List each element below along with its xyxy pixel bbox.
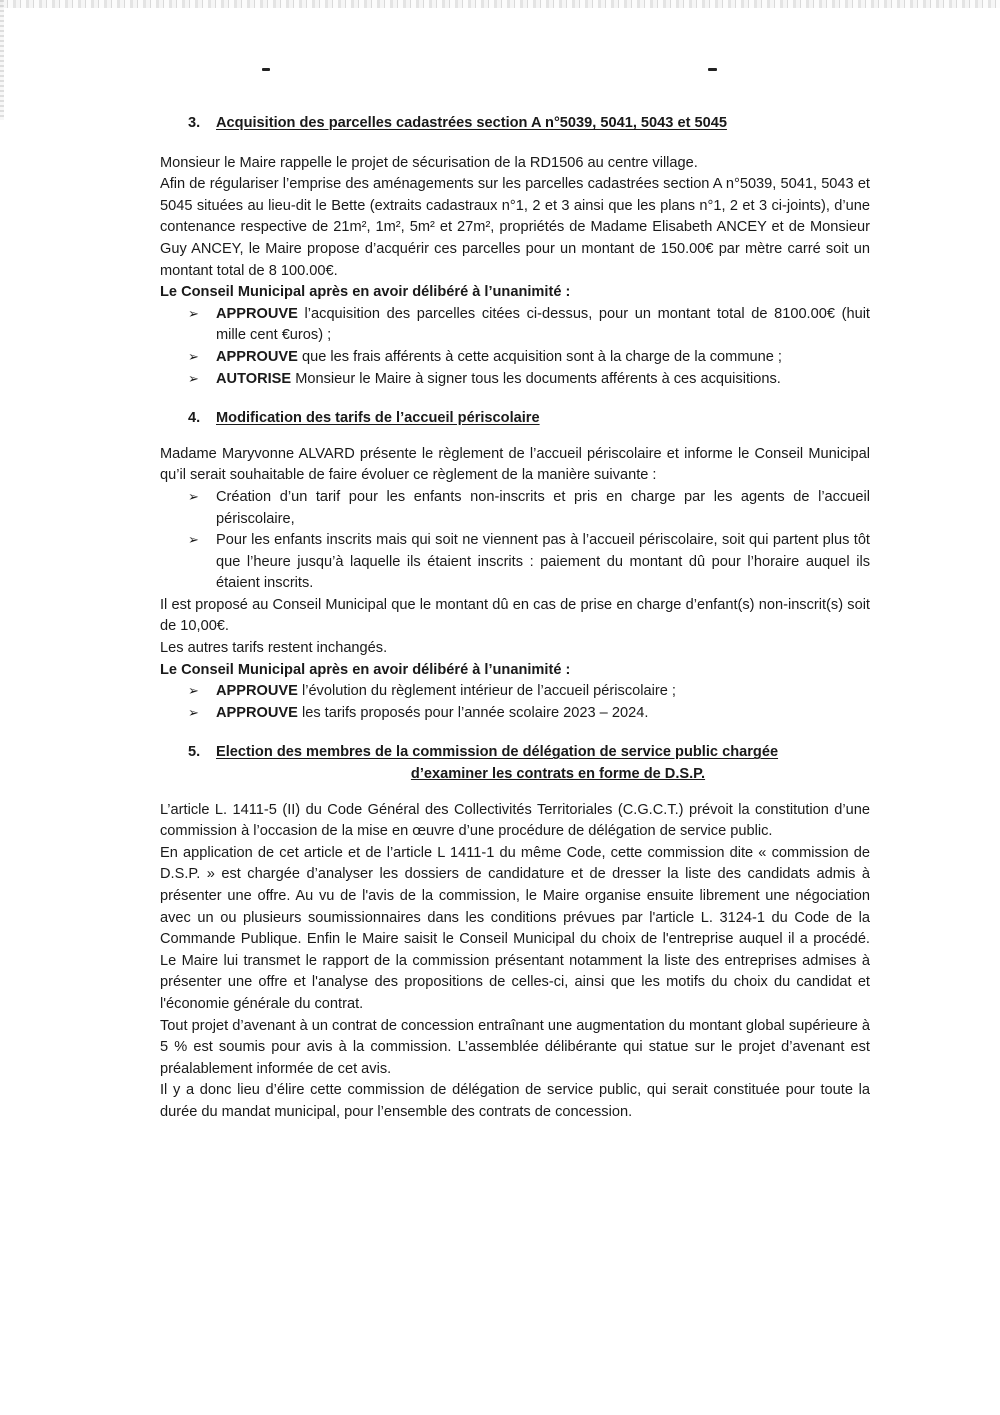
scan-mark <box>708 68 717 71</box>
section-number: 5. <box>188 744 201 761</box>
paragraph: Il est proposé au Conseil Municipal que le montant dû en cas de prise en charge d’enfant(s) non-inscrit(s) soit de 10,00€. <box>160 596 870 635</box>
document-body <box>160 113 870 1124</box>
decision-line: Le Conseil Municipal après en avoir délibéré à l’unanimité : <box>160 661 571 678</box>
paragraph: Monsieur le Maire rappelle le projet de sécurisation de la RD1506 au centre village. <box>160 154 698 171</box>
section-number: 3. <box>188 115 201 131</box>
arrow-bullet-icon: ➢ <box>188 705 199 721</box>
paragraph: Il y a donc lieu d’élire cette commission de délégation de service public, qui serait constituée pour toute la durée du mandat municipal, pour l’ensemble des contrats de concession. <box>160 1082 870 1120</box>
section-number: 4. <box>188 410 201 427</box>
arrow-bullet-icon: ➢ <box>188 533 199 549</box>
list-item: ➢ APPROUVE l’évolution du règlement intérieur de l’accueil périscolaire ; <box>160 681 870 703</box>
arrow-bullet-icon: ➢ <box>188 489 199 505</box>
paragraph: Tout projet d’avenant à un contrat de concession entraînant une augmentation du montant global supérieure à 5 % est soumis pour avis à la commission. L’assemblée délibérante qui statue sur le projet d’avenant est préalablement informée de cet avis. <box>160 1017 870 1077</box>
list-item: ➢ APPROUVE l’acquisition des parcelles citées ci-dessus, pour un montant total de 8100.00€ (huit mille cent €uros) ; <box>188 305 870 344</box>
arrow-bullet-icon: ➢ <box>188 684 199 700</box>
decision-list <box>160 681 870 724</box>
paragraph: Les autres tarifs restent inchangés. <box>160 640 388 657</box>
decision-list <box>160 304 870 390</box>
scan-edge-left <box>0 0 4 120</box>
scan-mark <box>262 68 270 71</box>
paragraph: Afin de régulariser l’emprise des aménagements sur les parcelles cadastrées section A n°5039, 5041, 5043 et 5045 situées au lieu-dit le Bette (extraits cadastraux n°1, 2 et 3 ainsi que les plans n°1, 2 et 3 ci-joints), d’une contenance respective de 21m², 1m², 5m² et 27m², propriétés de Madame Elisabeth ANCEY et de Monsieur Guy ANCEY, le Maire propose d’acquérir ces parcelles pour un montant de 150.00€ par mètre carré soit un montant total de 8 100.00€. <box>160 176 870 279</box>
paragraph: L’article L. 1411-5 (II) du Code Général des Collectivités Territoriales (C.G.C.T.) prévoit la constitution d’une commission à l’occasion de la mise en œuvre d’une procédure de délégation de service public. <box>160 801 870 840</box>
scan-edge-top <box>0 0 1000 8</box>
list-item: ➢ APPROUVE les tarifs proposés pour l’année scolaire 2023 – 2024. <box>160 703 870 725</box>
list-item: ➢ APPROUVE que les frais afférents à cette acquisition sont à la charge de la commune ; <box>160 347 870 369</box>
section-4-heading <box>188 408 870 430</box>
list-item: ➢ AUTORISE Monsieur le Maire à signer tous les documents afférents à ces acquisitions. <box>160 369 870 391</box>
section-3-heading <box>188 113 870 135</box>
list-item: ➢ Pour les enfants inscrits mais qui soit ne viennent pas à l’accueil périscolaire, soit qui partent plus tôt que l’heure jusqu’à laquelle ils étaient inscrits : paiement du montant dû pour l’horaire auquel ils étaient inscrits. <box>188 532 870 592</box>
section-5-heading <box>188 742 870 785</box>
arrow-bullet-icon: ➢ <box>188 349 199 365</box>
bullet-list <box>160 487 870 595</box>
section-title: Acquisition des parcelles cadastrées section A n°5039, 5041, 5043 et 5045 <box>216 115 727 131</box>
section-title: Election des membres de la commission de délégation de service public chargée <box>216 744 779 761</box>
arrow-bullet-icon: ➢ <box>188 371 199 387</box>
list-item: ➢ Création d’un tarif pour les enfants non-inscrits et pris en charge par les agents de l’accueil périscolaire, <box>188 488 870 527</box>
section-title: Modification des tarifs de l’accueil périscolaire <box>216 410 540 427</box>
decision-line: Le Conseil Municipal après en avoir délibéré à l’unanimité : <box>160 284 571 301</box>
paragraph: En application de cet article et de l’article L 1411-1 du même Code, cette commission dite « commission de D.S.P. » est chargée d’analyser les dossiers de candidature et de dresser la liste des candidats admis à présenter une offre. Au vu de l'avis de la commission, le Maire organise ensuite librement une négociation avec un ou plusieurs soumissionnaires dans les conditions prévues par l'article L. 3124-1 du Code de la Commande Publique. Enfin le Maire saisit le Conseil Municipal du choix de l'entreprise auquel il a procédé. Le Maire lui transmet le rapport de la commission présentant notamment la liste des entreprises admises à présenter une offre et l'analyse des propositions de celles-ci, ainsi que les motifs du choix du candidat et l'économie générale du contrat. <box>160 844 870 1012</box>
section-title-continued: d’examiner les contrats en forme de D.S.P. <box>410 766 706 783</box>
arrow-bullet-icon: ➢ <box>188 306 199 322</box>
paragraph: Madame Maryvonne ALVARD présente le règlement de l’accueil périscolaire et informe le Conseil Municipal qu’il serait souhaitable de faire évoluer ce règlement de la manière suivante : <box>160 445 870 484</box>
